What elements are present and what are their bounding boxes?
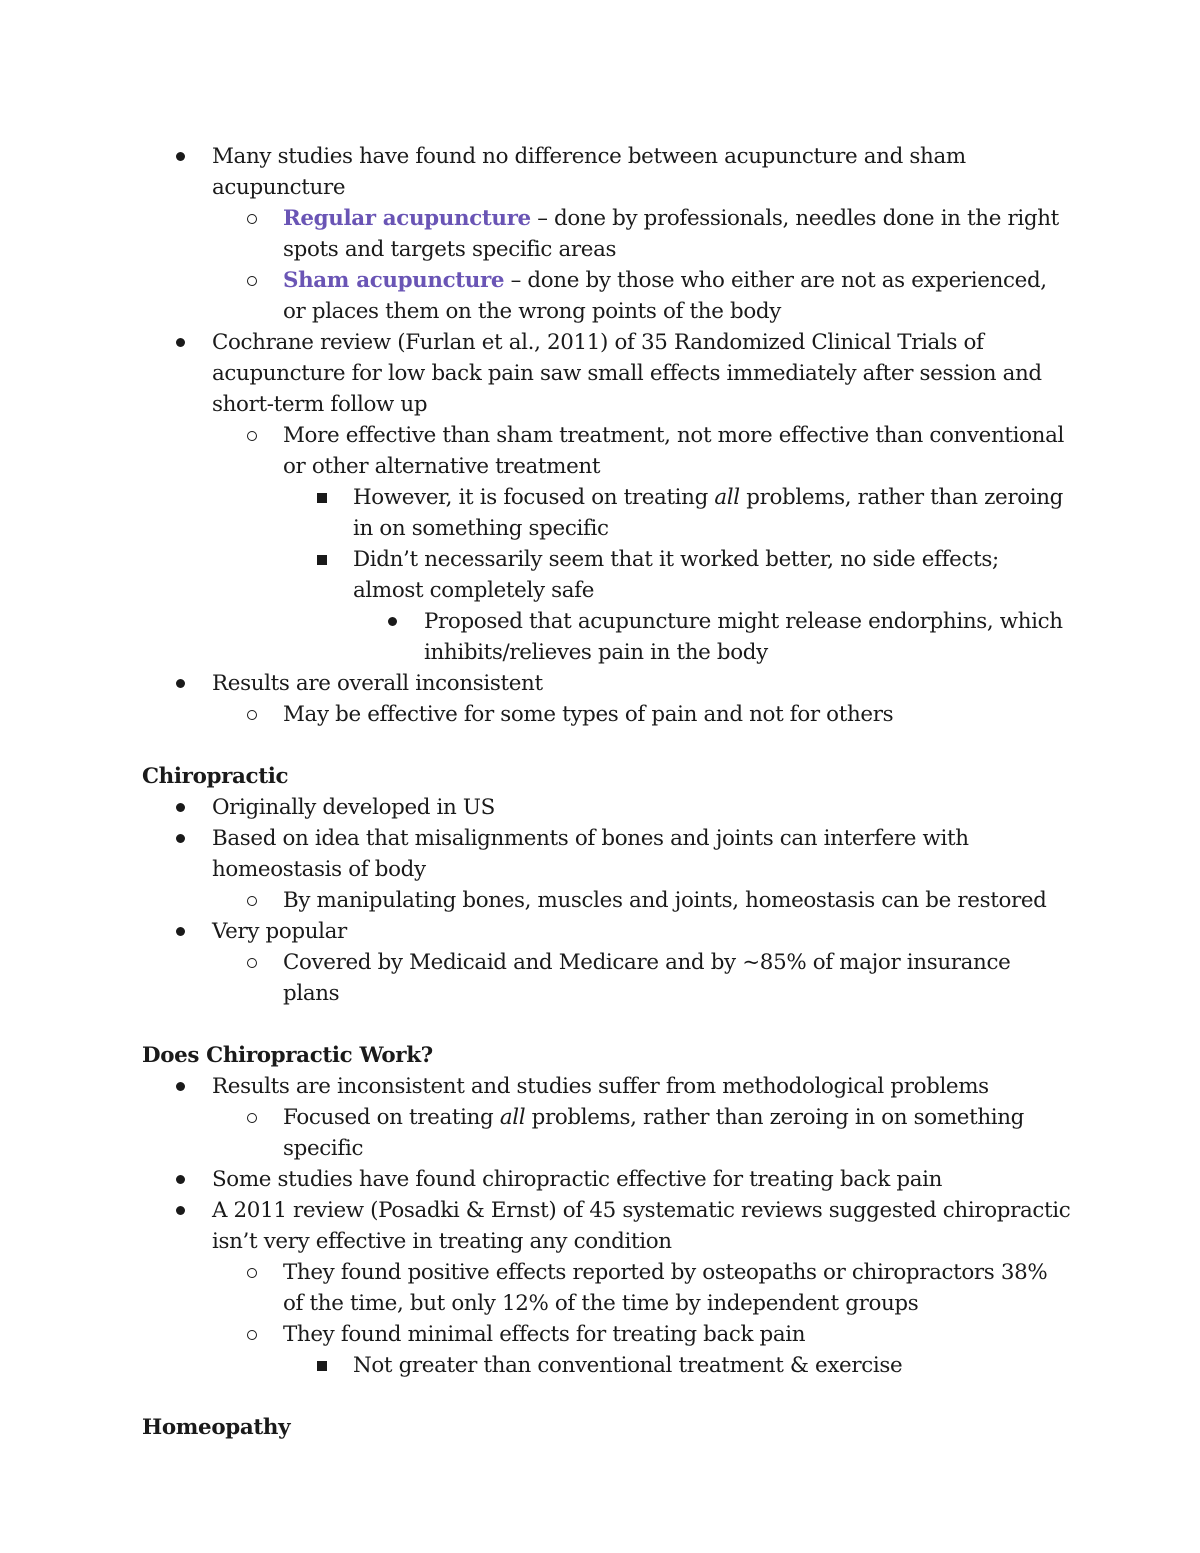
document-page [142,141,1072,1443]
list-item: Sham acupuncture – done by those who either are not as experienced, or places them on the wrong points of the body [142,265,1072,327]
bullet-circle [247,431,257,441]
list-item: Proposed that acupuncture might release endorphins, which inhibits/relieves pain in the body [142,606,1072,668]
list-item: Focused on treating all problems, rather than zeroing in on something specific [142,1102,1072,1164]
bullet-disc [176,679,185,688]
bullet-disc [176,338,185,347]
list-item: Cochrane review (Furlan et al., 2011) of 35 Randomized Clinical Trials of acupuncture for low back pain saw small effects immediately after session and short-term follow up [142,327,1072,420]
list-item: Very popular [142,916,1072,947]
list-item: More effective than sham treatment, not more effective than conventional or other alternative treatment [142,420,1072,482]
list-item: Covered by Medicaid and Medicare and by ~85% of major insurance plans [142,947,1072,1009]
list-item: However, it is focused on treating all problems, rather than zeroing in on something specific [142,482,1072,544]
bullet-square [317,493,327,503]
list-item: Originally developed in US [142,792,1072,823]
bullet-circle [247,896,257,906]
spacer [142,1381,1072,1412]
bullet-square [317,1361,327,1371]
list-item: May be effective for some types of pain and not for others [142,699,1072,730]
list-item: Not greater than conventional treatment & exercise [142,1350,1072,1381]
list-item: Didn’t necessarily seem that it worked better, no side effects; almost completely safe [142,544,1072,606]
bullet-circle [247,214,257,224]
section-heading-does-chiropractic-work: Does Chiropractic Work? [142,1043,433,1068]
list-item: By manipulating bones, muscles and joints, homeostasis can be restored [142,885,1072,916]
list-item: Many studies have found no difference between acupuncture and sham acupuncture [142,141,1072,203]
term-regular-acupuncture: Regular acupuncture [283,206,531,231]
list-item: Regular acupuncture – done by professionals, needles done in the right spots and targets specific areas [142,203,1072,265]
bullet-square [317,555,327,565]
bullet-disc [388,617,397,626]
bullet-circle [247,1268,257,1278]
bullet-circle [247,1113,257,1123]
section-heading-chiropractic: Chiropractic [142,764,289,789]
bullet-disc [176,803,185,812]
list-item: They found minimal effects for treating back pain [142,1319,1072,1350]
spacer [142,730,1072,761]
bullet-disc [176,152,185,161]
bullet-disc [176,927,185,936]
bullet-disc [176,1175,185,1184]
term-sham-acupuncture: Sham acupuncture [283,268,505,293]
bullet-circle [247,1330,257,1340]
bullet-circle [247,958,257,968]
bullet-circle [247,710,257,720]
section-heading-homeopathy: Homeopathy [142,1415,291,1440]
list-item: Based on idea that misalignments of bones and joints can interfere with homeostasis of body [142,823,1072,885]
list-item: Results are overall inconsistent [142,668,1072,699]
bullet-circle [247,276,257,286]
list-item: Results are inconsistent and studies suffer from methodological problems [142,1071,1072,1102]
list-item: They found positive effects reported by osteopaths or chiropractors 38% of the time, but only 12% of the time by independent groups [142,1257,1072,1319]
bullet-disc [176,1082,185,1091]
spacer [142,1009,1072,1040]
list-item: A 2011 review (Posadki & Ernst) of 45 systematic reviews suggested chiropractic isn’t very effective in treating any condition [142,1195,1072,1257]
bullet-disc [176,834,185,843]
list-item: Some studies have found chiropractic effective for treating back pain [142,1164,1072,1195]
bullet-disc [176,1206,185,1215]
